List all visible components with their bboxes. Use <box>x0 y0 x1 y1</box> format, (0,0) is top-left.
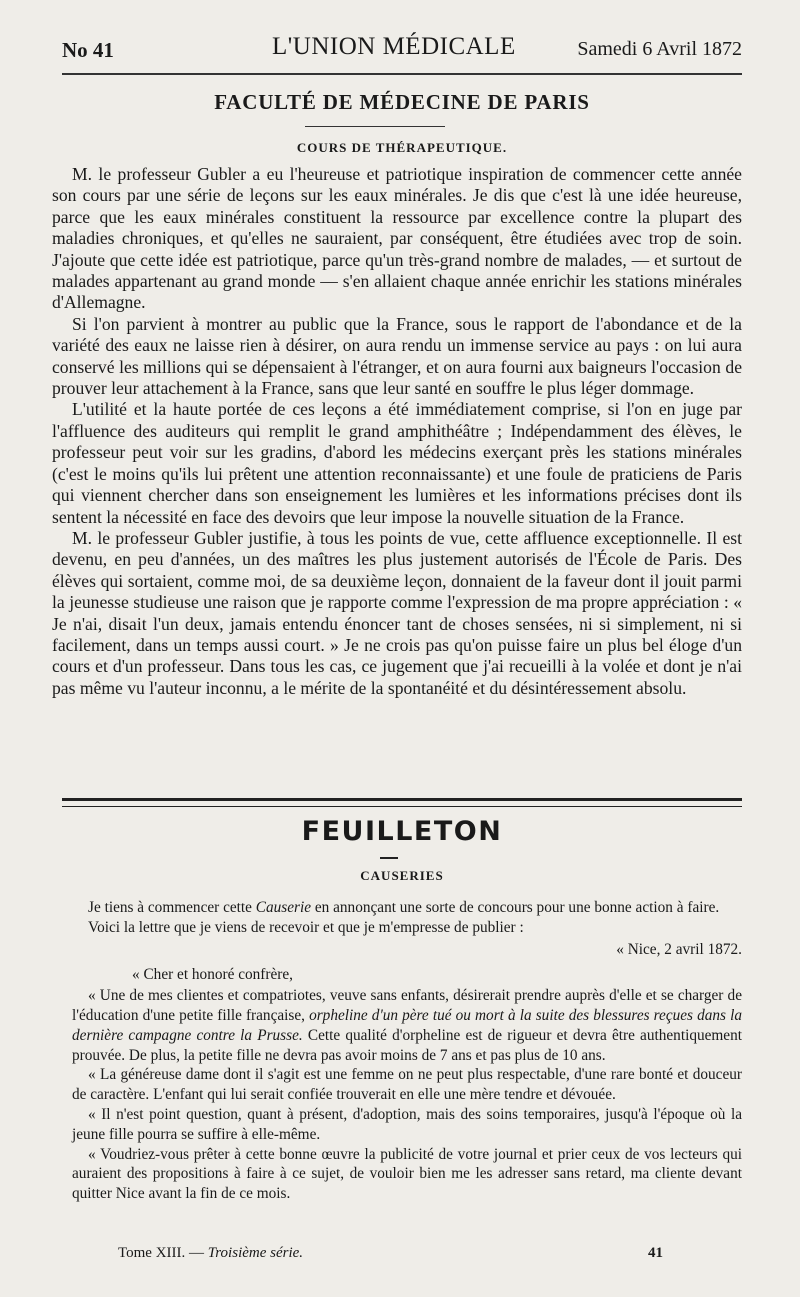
letter-paragraph: « Voudriez-vous prêter à cette bonne œuvre la publicité de votre journal et prier ceux de vos lecteurs qui auraient des propositions à faire à ce sujet, de vouloir bien me les adresser sans retard, ma cliente devant quitter Nice avant la fin de ce mois. <box>72 1145 742 1203</box>
feuilleton-body <box>72 898 742 1204</box>
intro-letter-paragraph: Voici la lettre que je viens de recevoir et que je m'empresse de publier : <box>88 918 524 936</box>
page-footer <box>118 1245 742 1269</box>
letter-paragraph: « Il n'est point question, quant à présent, d'adoption, mais des soins temporaires, jusqu'à l'époque où la jeune fille pourra se suffire à elle-même. <box>72 1105 742 1143</box>
letter-text: « Une de mes clientes et compatriotes, veuve sans enfants, désirerait prendre auprès d'elle et se charger de l'éducation d'une petite fille française, <box>72 987 742 1024</box>
serie-text: Troisième série. <box>207 1245 304 1261</box>
letter-italic-text: orpheline d'un père tué ou mort à la suite des blessures reçues dans la dernière campagne contre la Prusse. <box>72 1006 743 1044</box>
intro-text: Je tiens à commencer cette <box>88 899 256 916</box>
article-paragraph: L'utilité et la haute portée de ces leçons a été immédiatement comprise, si l'on en juge par l'affluence des auditeurs qui remplit le grand amphithéâtre ; Indépendamment des élèves, le professeur peut voir sur les gradins, d'abord les médecins exerçant près les stations minérales (c'est le moins qu'ils lui prêtent une attention reconnaissante) et une foule de praticiens de Paris qui viennent chercher dans son enseignement les lumières et les informations précises dont ils sentent la nécessité en face des devoirs que leur impose la nouvelle situation de la France. <box>52 399 742 527</box>
header-rule <box>62 73 742 75</box>
letter-greeting: « Cher et honoré confrère, <box>132 966 293 984</box>
tome-text: Tome XIII. — <box>118 1245 208 1261</box>
letter-paragraph <box>72 986 742 1065</box>
letter-text: Cette qualité d'orpheline est de rigueur et devra être authentiquement prouvée. De plus, la petite fille ne devra pas avoir moins de 7 ans et pas plus de 10 ans. <box>72 1026 742 1064</box>
article-paragraph: M. le professeur Gubler a eu l'heureuse et patriotique inspiration de commencer cette année son cours par une série de leçons sur les eaux minérales. Je dis que c'est là une idée heureuse, parce que les eaux minérales constituent la ressource par excellence contre la plupart des maladies chroniques, et qu'elles ne sauraient, par conséquent, être étudiées avec trop de soin. J'ajoute que cette idée est patriotique, parce qu'un très-grand nombre de malades, — et surtout de malades appartenant au grand monde — s'en allaient chaque année enrichir les stations minérales d'Allemagne. <box>52 164 742 313</box>
issue-date: Samedi 6 Avril 1872 <box>577 38 742 60</box>
course-title: COURS DE THÉRAPEUTIQUE. <box>296 140 508 155</box>
tome-label <box>118 1245 303 1262</box>
article-paragraph: M. le professeur Gubler justifie, à tous les points de vue, cette affluence exceptionnelle. Il est devenu, en peu d'années, un des maîtres les plus justement autorisés de l'École de Paris. Des élèves qui sortaient, comme moi, de sa deuxième leçon, donnaient de la faveur dont il jouit parmi la jeunesse studieuse une raison que je rapporte comme l'expression de ma propre appréciation : « Je n'ai, disait l'un deux, jamais entendu énoncer tant de choses sensées, ni si simplement, ni si facilement, dans un temps aussi court. » Je ne crois pas qu'on puisse faire un plus bel éloge d'un cours et d'un professeur. Dans tous les cas, ce jugement que j'ai recueilli à la volée et dont je n'ai pas même vu l'auteur inconnu, a le mérite de la spontanéité et du désintéressement absolu. <box>52 527 742 698</box>
faculty-title: FACULTÉ DE MÉDECINE DE PARIS <box>214 90 590 114</box>
page-number: 41 <box>648 1245 663 1261</box>
journal-title: L'UNION MÉDICALE <box>272 33 516 60</box>
feuilleton-dash <box>380 857 398 859</box>
section-divider <box>62 798 742 807</box>
letter-place-date: « Nice, 2 avril 1872. <box>616 940 742 958</box>
issue-number: No 41 <box>62 38 114 62</box>
title-rule <box>305 126 445 127</box>
feuilleton-title: FEUILLETON <box>301 816 503 847</box>
intro-paragraph <box>72 898 742 918</box>
page-header <box>62 28 742 68</box>
causerie-word: Causerie <box>255 899 312 916</box>
article-paragraph: Si l'on parvient à montrer au public que la France, sous le rapport de l'abondance et de la variété des eaux ne laisse rien à désirer, on aura rendu un immense service au pays : on lui aura conservé les millions qui se dépensaient à l'étranger, et on aura fourni aux baigneurs l'occasion de prouver leur attachement à la France, sans que leur santé en souffre le plus léger dommage. <box>52 313 742 399</box>
causeries-subtitle: CAUSERIES <box>360 868 444 883</box>
letter-paragraph: « La généreuse dame dont il s'agit est une femme on ne peut plus respectable, d'une rare bonté et douceur de caractère. L'enfant qui lui serait confiée trouverait en elle une mère tendre et dévouée. <box>72 1066 742 1104</box>
intro-text: en annonçant une sorte de concours pour une bonne action à faire. <box>311 899 720 916</box>
article-body <box>52 164 742 699</box>
